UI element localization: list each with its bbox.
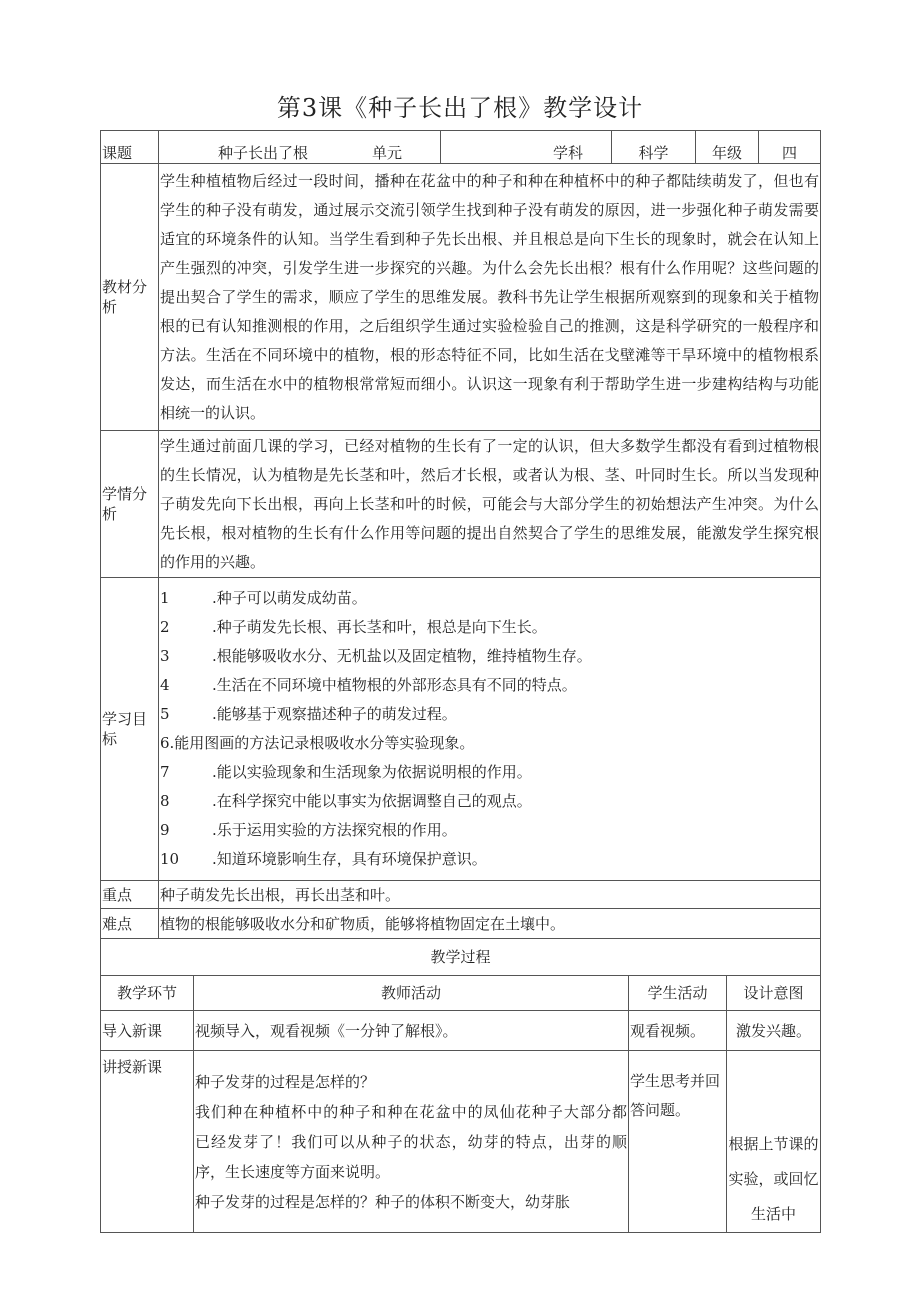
goal-item: [160, 845, 819, 874]
goal-number: 1: [160, 589, 170, 607]
goal-number: 3: [160, 647, 170, 665]
goal-text: .在科学探究中能以事实为依据调整自己的观点。: [212, 792, 532, 810]
topic-label: 课题: [101, 131, 159, 164]
goal-text: .生活在不同环境中植物根的外部形态具有不同的特点。: [212, 676, 577, 694]
goal-item: [160, 671, 819, 700]
intro-teacher: 视频导入，观看视频《一分钟了解根》。: [194, 1011, 629, 1051]
goal-number: 7: [160, 763, 170, 781]
paragraph-line: 相统一的认识。: [160, 403, 266, 422]
intent-line: 根据上节课的: [728, 1135, 819, 1153]
paragraph-line: 提出契合了学生的需求，顺应了学生的思维发展。教科书先让学生根据所观察到的现象和关于植物: [160, 287, 819, 306]
students-label: 学情分析: [101, 431, 159, 578]
paragraph-line: 根的已有认知推测根的作用，之后组织学生通过实验检验自己的推测，这是科学研究的一般程序和: [160, 316, 819, 335]
teacher-line: 种子发芽的过程是怎样的？种子的体积不断变大，幼芽胀: [195, 1193, 571, 1211]
material-analysis-text: [159, 164, 821, 431]
lesson-info-table: [100, 130, 821, 939]
teach-teacher: [194, 1051, 629, 1233]
goal-text: 6.能用图画的方法记录根吸收水分等实验现象。: [160, 734, 475, 752]
goal-item: [160, 758, 819, 787]
difficulty-text: 植物的根能够吸收水分和矿物质，能够将植物固定在土壤中。: [159, 909, 821, 939]
topic-cell: [159, 131, 441, 164]
paragraph-line: 方法。生活在不同环境中的植物，根的形态特征不同，比如生活在戈壁滩等干旱环境中的植物根系: [160, 345, 819, 364]
teach-student: [629, 1051, 727, 1233]
goal-item: [160, 700, 819, 729]
intent-line: 实验，或回忆: [728, 1170, 819, 1188]
header-intent: 设计意图: [727, 976, 821, 1011]
paragraph-line: 子萌发先向下长出根，再向上长茎和叶的时候，可能会与大部分学生的初始想法产生冲突。为什么: [160, 494, 819, 513]
goal-item: [160, 642, 819, 671]
paragraph-line: 适宜的环境条件的认知。当学生看到种子先长出根、并且根总是向下生长的现象时，就会在认知上: [160, 229, 819, 248]
teach-stage: 讲授新课: [101, 1051, 194, 1233]
page-title: 第3课《种子长出了根》教学设计: [276, 94, 644, 122]
goal-text: .种子萌发先长根、再长茎和叶，根总是向下生长。: [212, 618, 547, 636]
key-point-text: 种子萌发先长出根，再长出茎和叶。: [159, 881, 821, 909]
paragraph-line: 发达，而生活在水中的植物根常常短而细小。认识这一现象有利于帮助学生进一步建构结构与功能: [160, 374, 819, 393]
goal-number: 2: [160, 618, 170, 636]
goal-text: .知道环境影响生存，具有环境保护意识。: [212, 850, 487, 868]
grade-label: 年级: [696, 131, 759, 164]
goal-text: .能以实验现象和生活现象为依据说明根的作用。: [212, 763, 532, 781]
material-label: 教材分析: [101, 164, 159, 431]
process-title: 教学过程: [101, 939, 821, 976]
intro-student: 观看视频。: [629, 1011, 727, 1051]
unit-label: 单元: [372, 144, 403, 162]
difficulty-label: 难点: [101, 909, 159, 939]
paragraph-line: 学生通过前面几课的学习，已经对植物的生长有了一定的认识，但大多数学生都没有看到过植物根: [160, 436, 819, 455]
student-line: 学生思考并回: [630, 1072, 721, 1090]
teaching-process-table: [100, 938, 821, 1233]
intro-stage: 导入新课: [101, 1011, 194, 1051]
student-line: 答问题。: [630, 1101, 691, 1119]
goal-item: [160, 584, 819, 613]
paragraph-line: 学生种植植物后经过一段时间，播种在花盆中的种子和种在种植杯中的种子都陆续萌发了，但也有: [160, 171, 819, 190]
header-teacher: 教师活动: [194, 976, 629, 1011]
teacher-line: 我们种在种植杯中的种子和种在花盆中的凤仙花种子大部分都: [195, 1103, 627, 1121]
goal-text: .根能够吸收水分、无机盐以及固定植物，维持植物生存。: [212, 647, 592, 665]
grade-value: 四: [759, 131, 821, 164]
key-label: 重点: [101, 881, 159, 909]
goal-number: 5: [160, 705, 170, 723]
paragraph-line: 先长根，根对植物的生长有什么作用等问题的提出自然契合了学生的思维发展，能激发学生探究根: [160, 523, 819, 542]
intro-intent: 激发兴趣。: [727, 1011, 821, 1051]
paragraph-line: 的作用的兴趣。: [160, 552, 266, 571]
intent-line: 生活中: [751, 1205, 797, 1223]
goal-text: .乐于运用实验的方法探究根的作用。: [212, 821, 457, 839]
header-stage: 教学环节: [101, 976, 194, 1011]
subject-label: 学科: [441, 131, 612, 164]
goal-number: 4: [160, 676, 170, 694]
goal-number: 8: [160, 792, 170, 810]
goal-item: [160, 816, 819, 845]
teacher-line: 序，生长速度等方面来说明。: [195, 1163, 391, 1181]
learning-goals-list: [159, 578, 821, 881]
paragraph-line: 产生强烈的冲突，引发学生进一步探究的兴趣。为什么会先长出根？根有什么作用呢？这些问题的: [160, 258, 819, 277]
subject-value: 科学: [612, 131, 696, 164]
goals-label: 学习目标: [101, 578, 159, 881]
goal-number: 9: [160, 821, 170, 839]
teach-intent: [727, 1051, 821, 1233]
teacher-line: 已经发芽了！我们可以从种子的状态，幼芽的特点，出芽的顺: [195, 1133, 627, 1151]
topic-value: 种子长出了根: [218, 144, 309, 162]
paragraph-line: 的生长情况，认为植物是先长茎和叶，然后才长根，或者认为根、茎、叶同时生长。所以当发现种: [160, 465, 819, 484]
teacher-line: 种子发芽的过程是怎样的？: [195, 1073, 376, 1091]
paragraph-line: 学生的种子没有萌发，通过展示交流引领学生找到种子没有萌发的原因，进一步强化种子萌发需要: [160, 200, 819, 219]
goal-number: 10: [160, 850, 180, 868]
goal-item: [160, 729, 819, 758]
goal-text: .能够基于观察描述种子的萌发过程。: [212, 705, 457, 723]
student-analysis-text: [159, 431, 821, 578]
goal-item: [160, 787, 819, 816]
goal-text: .种子可以萌发成幼苗。: [212, 589, 367, 607]
goal-item: [160, 613, 819, 642]
header-student: 学生活动: [629, 976, 727, 1011]
